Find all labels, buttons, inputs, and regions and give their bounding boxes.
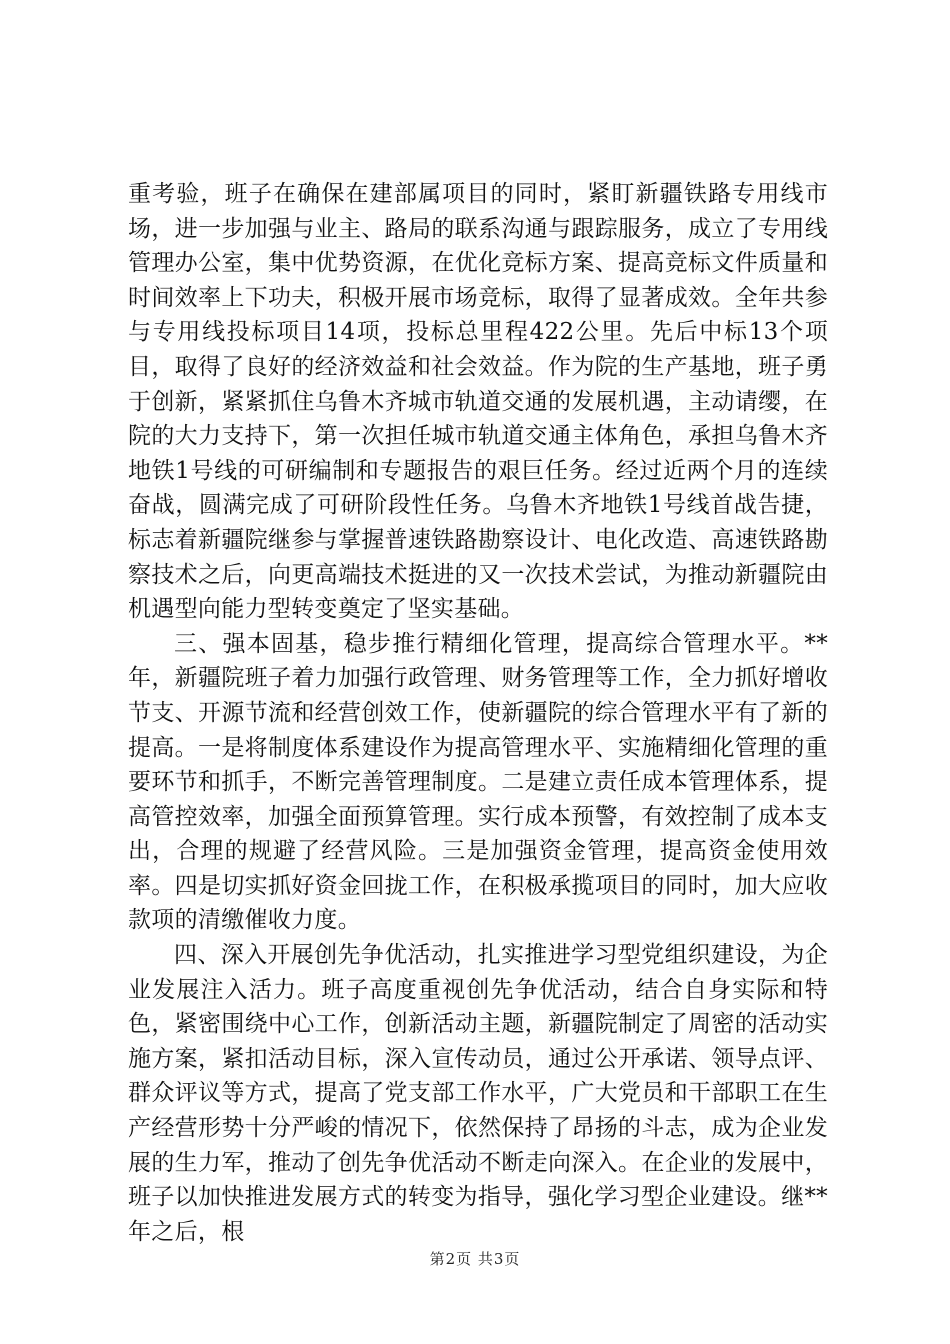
paragraph-2: 三、强本固基，稳步推行精细化管理，提高综合管理水平。**年，新疆院班子着力加强行政管理、财务管理等工作，全力抓好增收节支、开源节流和经营创效工作，使新疆院的综合管理水平有了新的提高。一是将制度体系建设作为提高管理水平、实施精细化管理的重要环节和抓手，不断完善管理制度。二是建立责任成本管理体系，提高管控效率，加强全面预算管理。实行成本预警，有效控制了成本支出，合理的规避了经营风险。三是加强资金管理，提高资金使用效率。四是切实抓好资金回拢工作，在积极承揽项目的同时，加大应收款项的清缴催收力度。 bbox=[128, 630, 828, 934]
paragraph-3: 四、深入开展创先争优活动，扎实推进学习型党组织建设，为企业发展注入活力。班子高度重视创先争优活动，结合自身实际和特色，紧密围绕中心工作，创新活动主题，新疆院制定了周密的活动实施方案，紧扣活动目标，深入宣传动员，通过公开承诺、领导点评、群众评议等方式，提高了党支部工作水平，广大党员和干部职工在生产经营形势十分严峻的情况下，依然保持了昂扬的斗志，成为企业发展的生力军，推动了创先争优活动不断走向深入。在企业的发展中，班子以加快推进发展方式的转变为指导，强化学习型企业建设。继**年之后，根 bbox=[128, 942, 828, 1245]
paragraph-1: 重考验，班子在确保在建部属项目的同时，紧盯新疆铁路专用线市场，进一步加强与业主、路局的联系沟通与跟踪服务，成立了专用线管理办公室，集中优势资源，在优化竞标方案、提高竞标文件质量和时间效率上下功夫，积极开展市场竞标，取得了显著成效。全年共参与专用线投标项目14项，投标总里程422公里。先后中标13个项目，取得了良好的经济效益和社会效益。作为院的生产基地，班子勇于创新，紧紧抓住乌鲁木齐城市轨道交通的发展机遇，主动请缨，在院的大力支持下，第一次担任城市轨道交通主体角色，承担乌鲁木齐地铁1号线的可研编制和专题报告的艰巨任务。经过近两个月的连续奋战，圆满完成了可研阶段性任务。乌鲁木齐地铁1号线首战告捷，标志着新疆院继参与掌握普速铁路勘察设计、电化改造、高速铁路勘察技术之后，向更高端技术挺进的又一次技术尝试，为推动新疆院由机遇型向能力型转变奠定了坚实基础。 bbox=[128, 181, 828, 623]
page-footer: 第2页 共3页 bbox=[429, 1250, 521, 1268]
document-body bbox=[128, 177, 828, 1249]
